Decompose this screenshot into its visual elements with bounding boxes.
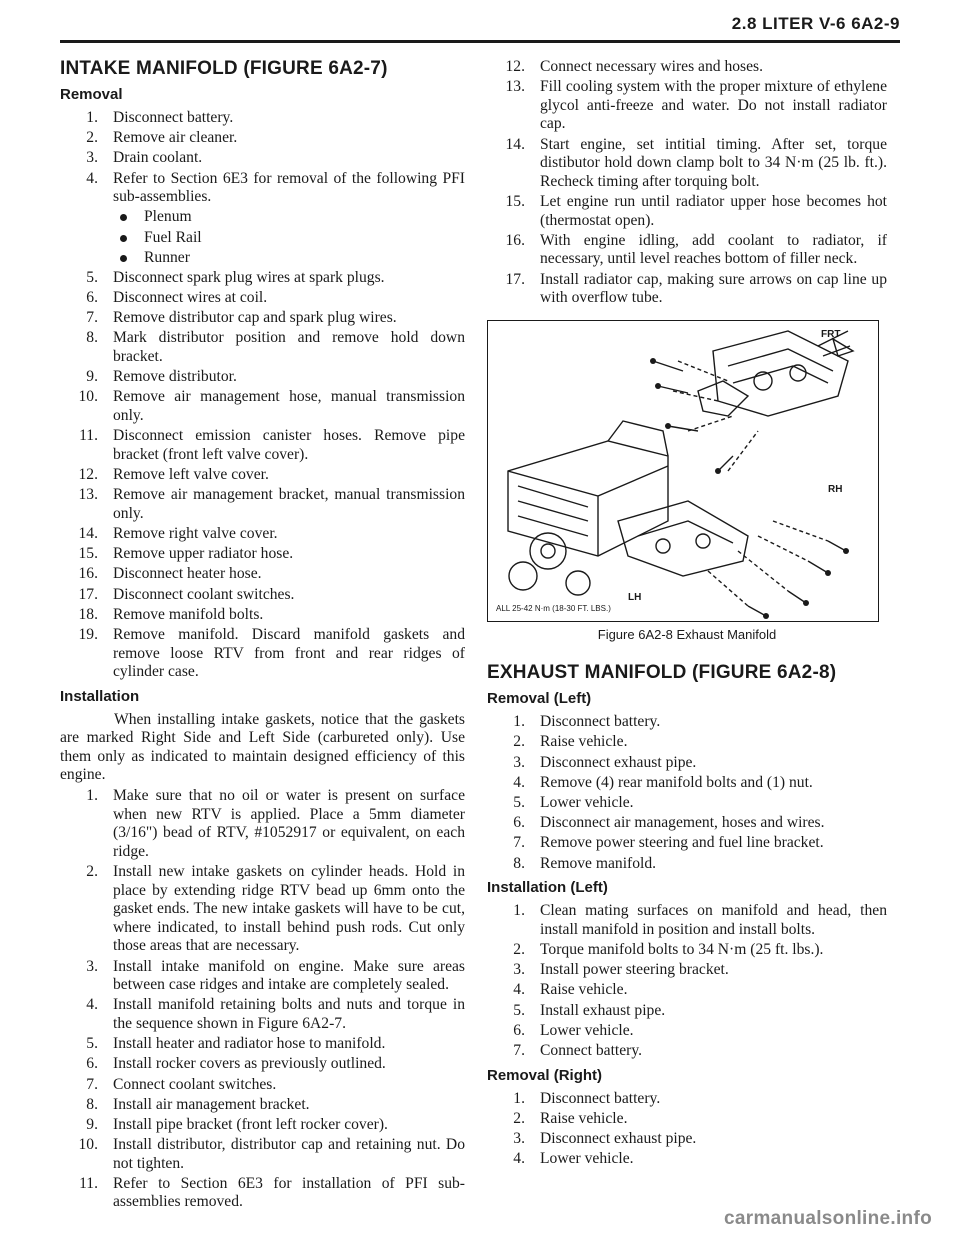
step-item: [60, 466, 465, 485]
step-text: Lower vehicle.: [540, 794, 634, 812]
step-item: [60, 525, 465, 544]
step-item: [487, 941, 887, 960]
exhaust-removal-right-steps: [487, 1090, 887, 1169]
step-text: Remove power steering and fuel line bracket.: [540, 834, 824, 852]
step-number: 3.: [513, 753, 525, 771]
step-text: Disconnect coolant switches.: [113, 585, 295, 603]
step-number: 17.: [505, 270, 525, 288]
step-item: [60, 1175, 465, 1212]
step-number: 8.: [86, 329, 98, 347]
step-number: 12.: [78, 466, 98, 483]
right-column: [487, 58, 887, 1170]
step-text: Connect battery.: [540, 1041, 643, 1059]
step-item: [487, 1090, 887, 1109]
step-text: Start engine, set intitial timing. After set, torque distibutor hold down clamp bolt to 34 N·m (25 lb. ft.). Recheck timing after torquing bolt.: [540, 135, 887, 190]
step-item: [60, 1096, 465, 1115]
step-item: [487, 232, 887, 269]
step-text: Remove left valve cover.: [113, 466, 269, 483]
intake-removal-heading: Removal: [60, 86, 123, 103]
step-number: 9.: [86, 368, 98, 386]
step-item: [60, 269, 465, 288]
step-number: 3.: [513, 1129, 525, 1147]
step-text: Install rocker covers as previously outlined.: [113, 1055, 386, 1073]
step-text: Remove distributor.: [113, 368, 237, 386]
lh-label: LH: [628, 591, 642, 603]
step-item: [60, 565, 465, 584]
step-item: [487, 794, 887, 813]
step-number: 1.: [513, 713, 525, 731]
step-item: [487, 1130, 887, 1149]
step-number: 3.: [86, 957, 98, 975]
step-item: [60, 486, 465, 523]
step-number: 17.: [78, 585, 98, 603]
step-item: [487, 855, 887, 874]
step-number: 11.: [79, 1174, 98, 1192]
step-item: [60, 863, 465, 956]
step-text: Remove air cleaner.: [113, 129, 238, 147]
step-text: Connect necessary wires and hoses.: [540, 58, 764, 75]
step-text: Connect coolant switches.: [113, 1075, 277, 1093]
step-item: [487, 58, 887, 77]
step-number: 4.: [513, 1150, 525, 1168]
step-text: Install distributor, distributor cap and retaining nut. Do not tighten.: [113, 1136, 465, 1172]
step-text: Remove distributor cap and spark plug wires.: [113, 309, 397, 327]
step-number: 2.: [86, 129, 98, 147]
step-text: Install heater and radiator hose to manifold.: [113, 1035, 386, 1053]
step-item: [487, 78, 887, 134]
step-item: [487, 1150, 887, 1169]
step-text: Remove manifold bolts.: [113, 605, 264, 623]
step-text: Disconnect spark plug wires at spark plugs.: [113, 268, 385, 286]
step-text: Remove manifold. Discard manifold gaskets and remove loose RTV from front and rear ridges of cylinder case.: [113, 625, 465, 681]
step-number: 16.: [505, 231, 525, 249]
step-item: [487, 733, 887, 752]
step-item: [60, 787, 465, 861]
step-text: Disconnect heater hose.: [113, 565, 262, 583]
header-rule: [60, 40, 900, 43]
step-text: Disconnect battery.: [540, 1089, 661, 1107]
step-item: [60, 586, 465, 605]
step-number: 15.: [78, 545, 98, 563]
step-text: Disconnect air management, hoses and wires.: [540, 814, 825, 832]
step-text: Install intake manifold on engine. Make sure areas between case ridges and intake are completely sealed.: [113, 957, 465, 994]
step-item: [487, 961, 887, 980]
step-item: [60, 109, 465, 128]
step-item: [60, 545, 465, 564]
step-item: [60, 1076, 465, 1095]
step-text: Torque manifold bolts to 34 N·m (25 ft. lbs.).: [540, 940, 824, 958]
step-text: Drain coolant.: [113, 149, 203, 167]
step-number: 9.: [86, 1115, 98, 1133]
step-number: 6.: [86, 1055, 98, 1073]
step-number: 8.: [513, 854, 525, 872]
step-text: Install air management bracket.: [113, 1095, 310, 1113]
step-text: Disconnect battery.: [540, 713, 661, 731]
step-number: 1.: [86, 109, 98, 126]
step-text: Remove manifold.: [540, 854, 657, 872]
intake-manifold-title: INTAKE MANIFOLD (FIGURE 6A2-7): [60, 58, 388, 79]
step-number: 5.: [86, 1035, 98, 1053]
bullet-item: [60, 229, 465, 248]
step-item: [60, 149, 465, 168]
step-text: Raise vehicle.: [540, 981, 628, 999]
step-number: 13.: [78, 486, 98, 504]
step-number: 6.: [86, 289, 98, 307]
step-number: 12.: [505, 58, 525, 75]
pfi-subassembly-list: [60, 208, 465, 267]
step-text: Remove right valve cover.: [113, 524, 278, 542]
page-header: [60, 8, 900, 38]
exhaust-removal-left-heading: Removal (Left): [487, 690, 592, 708]
step-number: 5.: [513, 794, 525, 812]
step-text: Make sure that no oil or water is present on surface when new RTV is applied. Place a 5mm diameter (3/16") bead of RTV, #1052917 or equivalent, on each ridge.: [113, 787, 465, 860]
step-number: 19.: [78, 625, 98, 643]
intake-installation-steps: [60, 787, 465, 1212]
step-number: 10.: [78, 1136, 98, 1154]
step-text: Install exhaust pipe.: [540, 1001, 666, 1019]
step-text: Raise vehicle.: [540, 1109, 628, 1127]
step-item: [487, 902, 887, 939]
step-text: Disconnect exhaust pipe.: [540, 753, 697, 771]
step-item: [487, 1042, 887, 1061]
step-item: [487, 271, 887, 308]
step-number: 1.: [86, 787, 98, 805]
step-item: [60, 427, 465, 464]
exhaust-manifold-figure: [487, 320, 879, 622]
step-text: Mark distributor position and remove hold down bracket.: [113, 329, 465, 366]
step-number: 11.: [79, 427, 98, 445]
step-number: 7.: [86, 1075, 98, 1093]
step-item: [60, 1136, 465, 1173]
intake-removal-steps: [60, 109, 465, 207]
step-text: Disconnect emission canister hoses. Remove pipe bracket (front left valve cover).: [113, 427, 465, 463]
step-text: Install new intake gaskets on cylinder heads. Hold in place by extending ridge RTV bead up 6mm onto the gasket ends. The new intake gaskets will have to be cut, where indicated, to install behind push rods. Cut only those areas that are necessary.: [113, 863, 465, 955]
step-number: 2.: [513, 733, 525, 751]
step-number: 4.: [86, 996, 98, 1014]
step-number: 4.: [513, 773, 525, 791]
step-number: 14.: [78, 524, 98, 542]
step-number: 5.: [513, 1001, 525, 1019]
watermark: carmanualsonline.info: [724, 1208, 932, 1229]
bullet-item: [60, 249, 465, 268]
step-item: [487, 136, 887, 192]
left-column: [60, 58, 465, 1214]
bullet-icon: [120, 235, 127, 242]
step-text: Disconnect wires at coil.: [113, 289, 268, 307]
bullet-text: Fuel Rail: [144, 228, 202, 246]
step-item: [60, 388, 465, 425]
step-text: Install manifold retaining bolts and nuts and torque in the sequence shown in Figure 6A2-7.: [113, 996, 465, 1032]
step-number: 4.: [86, 169, 98, 187]
exhaust-removal-left-steps: [487, 713, 887, 873]
step-number: 16.: [78, 565, 98, 583]
bullet-icon: [120, 255, 127, 262]
rh-label: RH: [828, 483, 843, 495]
bullet-item: [60, 208, 465, 227]
step-text: Lower vehicle.: [540, 1150, 634, 1168]
step-item: [487, 774, 887, 793]
step-text: Lower vehicle.: [540, 1021, 634, 1039]
step-number: 3.: [513, 961, 525, 979]
bullet-text: Runner: [144, 248, 190, 266]
step-item: [487, 814, 887, 833]
step-item: [487, 981, 887, 1000]
step-text: Remove upper radiator hose.: [113, 545, 294, 563]
step-item: [60, 289, 465, 308]
step-item: [60, 129, 465, 148]
step-item: [60, 1055, 465, 1074]
step-number: 1.: [513, 902, 525, 920]
front-label: FRT: [821, 328, 841, 340]
step-text: Disconnect battery.: [113, 109, 234, 126]
bullet-icon: [120, 214, 127, 221]
bullet-text: Plenum: [144, 208, 192, 226]
step-number: 2.: [86, 863, 98, 881]
step-text: Clean mating surfaces on manifold and head, then install manifold in position and install bolts.: [540, 902, 887, 938]
step-text: Remove air management bracket, manual transmission only.: [113, 486, 465, 522]
step-number: 7.: [513, 834, 525, 852]
step-number: 2.: [513, 940, 525, 958]
exhaust-installation-left-steps: [487, 902, 887, 1060]
intake-installation-steps-continued: [487, 58, 887, 308]
step-number: 7.: [86, 309, 98, 327]
step-item: [60, 309, 465, 328]
step-number: 13.: [505, 78, 525, 96]
step-text: Remove air management hose, manual transmission only.: [113, 388, 465, 425]
intake-installation-heading: Installation: [60, 687, 140, 705]
step-item: [487, 1110, 887, 1129]
step-item: [487, 1002, 887, 1021]
step-text: Remove (4) rear manifold bolts and (1) nut.: [540, 773, 813, 791]
step-text: Fill cooling system with the proper mixture of ethylene glycol anti-freeze and water. Do not install radiator cap.: [540, 78, 887, 133]
exhaust-installation-left-heading: Installation (Left): [487, 879, 608, 897]
step-text: Raise vehicle.: [540, 733, 628, 751]
running-header-title: 2.8 LITER V-6 6A2-9: [731, 14, 900, 33]
step-number: 14.: [505, 135, 525, 153]
step-text: Let engine run until radiator upper hose becomes hot (thermostat open).: [540, 192, 887, 229]
step-item: [487, 193, 887, 230]
torque-note: ALL 25-42 N·m (18-30 FT. LBS.): [496, 604, 611, 614]
step-text: Refer to Section 6E3 for removal of the following PFI sub-assemblies.: [113, 169, 465, 206]
exhaust-manifold-title: EXHAUST MANIFOLD (FIGURE 6A2-8): [487, 662, 837, 684]
intake-removal-steps-continued: [60, 269, 465, 682]
step-item: [60, 170, 465, 207]
step-number: 6.: [513, 814, 525, 832]
step-number: 3.: [86, 149, 98, 167]
step-number: 1.: [513, 1089, 525, 1107]
step-item: [60, 329, 465, 366]
step-item: [60, 1116, 465, 1135]
step-number: 18.: [78, 605, 98, 623]
step-item: [487, 713, 887, 732]
step-number: 5.: [86, 268, 98, 286]
step-number: 7.: [513, 1041, 525, 1059]
figure-caption: Figure 6A2-8 Exhaust Manifold: [597, 626, 777, 642]
exhaust-removal-right-heading: Removal (Right): [487, 1066, 603, 1084]
step-number: 4.: [513, 981, 525, 999]
step-item: [60, 996, 465, 1033]
step-number: 15.: [505, 192, 525, 210]
step-text: Disconnect exhaust pipe.: [540, 1129, 697, 1147]
step-number: 6.: [513, 1021, 525, 1039]
step-number: 10.: [78, 388, 98, 406]
step-text: Install power steering bracket.: [540, 961, 729, 979]
step-item: [60, 626, 465, 682]
step-item: [487, 1022, 887, 1041]
step-item: [60, 606, 465, 625]
intake-installation-intro: When installing intake gaskets, notice that the gaskets are marked Right Side and Left Side (carbureted only). Use them only as indicated to maintain designed efficiency of this engine.: [60, 710, 465, 784]
step-item: [487, 754, 887, 773]
step-number: 2.: [513, 1109, 525, 1127]
step-text: With engine idling, add coolant to radiator, if necessary, until level reaches bottom of filler neck.: [540, 231, 887, 268]
step-number: 8.: [86, 1095, 98, 1113]
step-text: Install pipe bracket (front left rocker cover).: [113, 1115, 388, 1133]
step-text: Install radiator cap, making sure arrows on cap line up with overflow tube.: [540, 270, 887, 307]
step-text: Refer to Section 6E3 for installation of PFI sub-assemblies removed.: [113, 1174, 465, 1211]
engine-illustration: [488, 321, 878, 621]
step-item: [60, 1035, 465, 1054]
step-item: [60, 368, 465, 387]
step-item: [487, 834, 887, 853]
step-item: [60, 958, 465, 995]
